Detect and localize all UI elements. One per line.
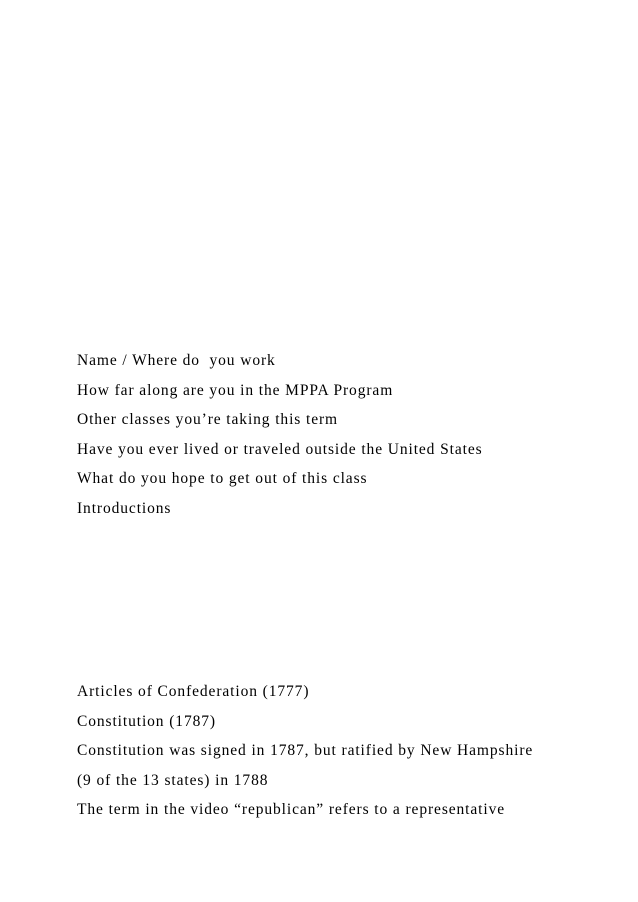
text-line: Articles of Confederation (1777) [77, 683, 310, 700]
text-line: Constitution (1787) [77, 712, 216, 730]
text-line: Have you ever lived or traveled outside the United States [77, 440, 483, 458]
text-line: Constitution was signed in 1787, but ratified by New Hampshire [77, 742, 534, 760]
text-line: The term in the video “republican” refers to a representative [77, 801, 506, 819]
introductions-block [77, 351, 483, 529]
text-line: Other classes you’re taking this term [77, 411, 339, 429]
text-line: How far along are you in the MPPA Program [77, 381, 394, 399]
text-line: (9 of the 13 states) in 1788 [77, 771, 269, 789]
text-line: What do you hope to get out of this class [77, 470, 368, 488]
text-line: Name / Where do you work [77, 352, 276, 369]
history-block [77, 682, 533, 830]
section-title: Introductions [77, 499, 172, 517]
